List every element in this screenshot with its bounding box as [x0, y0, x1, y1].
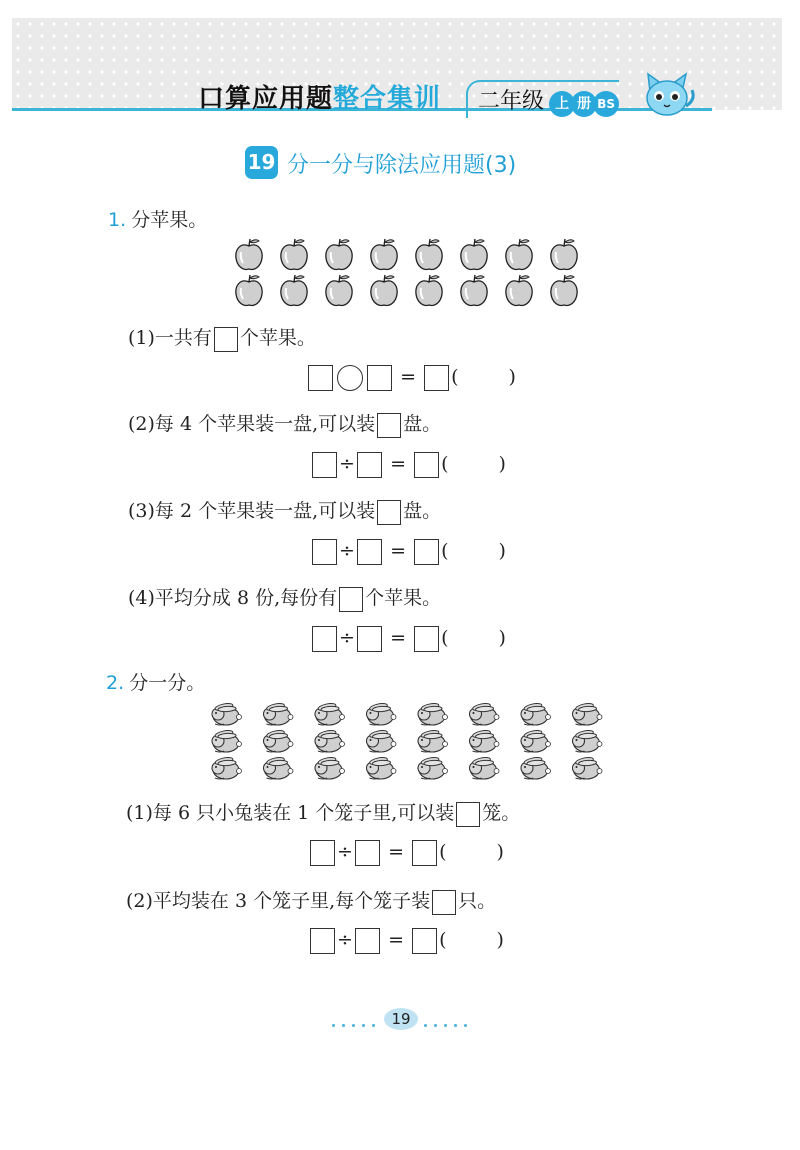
divide-sign: ÷ — [339, 627, 355, 649]
cat-mascot-icon — [640, 70, 696, 120]
apple-icon — [371, 239, 397, 269]
rabbit-icon — [521, 702, 551, 725]
q2-part-2 — [126, 886, 496, 915]
q2-part-2-suffix: 只。 — [458, 890, 497, 912]
edition-badge: BS — [593, 91, 619, 117]
answer-box[interactable] — [357, 626, 382, 652]
answer-box[interactable] — [312, 626, 337, 652]
rabbit-icon — [521, 756, 551, 779]
answer-box[interactable] — [414, 626, 439, 652]
equals-sign: = — [388, 841, 404, 863]
question-2-number: 2. — [106, 672, 125, 694]
apple-icon — [371, 275, 397, 305]
rabbit-icon — [367, 756, 397, 779]
equals-sign: = — [390, 627, 406, 649]
answer-box[interactable] — [432, 890, 456, 915]
page-dot — [352, 1024, 355, 1027]
q1-equation-2 — [310, 452, 506, 478]
page-dot — [454, 1024, 457, 1027]
apple-icon — [236, 239, 262, 269]
apple-grid — [230, 236, 590, 308]
paren-open: ( — [441, 453, 449, 475]
rabbit-grid — [208, 700, 618, 782]
paren-open: ( — [439, 841, 447, 863]
page-dot — [434, 1024, 437, 1027]
paren-open: ( — [441, 540, 449, 562]
rabbit-icon — [264, 729, 294, 752]
page-dot — [342, 1024, 345, 1027]
q1-part-2-suffix: 盘。 — [403, 413, 442, 435]
answer-box[interactable] — [424, 365, 449, 391]
rabbit-icon — [470, 729, 500, 752]
apple-icon — [236, 275, 262, 305]
page-dot — [372, 1024, 375, 1027]
answer-box[interactable] — [357, 452, 382, 478]
page-dot — [464, 1024, 467, 1027]
volume-badge-2: 册 — [571, 91, 597, 117]
apple-icon — [551, 239, 577, 269]
q1-equation-1 — [306, 365, 516, 391]
rabbit-icon — [264, 702, 294, 725]
lesson-number: 19 — [245, 146, 278, 179]
divide-sign: ÷ — [339, 540, 355, 562]
page-dot — [444, 1024, 447, 1027]
page-dot — [362, 1024, 365, 1027]
rabbit-icon — [367, 729, 397, 752]
answer-box[interactable] — [377, 413, 401, 438]
answer-box[interactable] — [308, 365, 333, 391]
q1-equation-4 — [310, 626, 506, 652]
rabbit-icon — [367, 702, 397, 725]
rabbit-icon — [573, 729, 603, 752]
rabbit-icon — [470, 702, 500, 725]
q1-part-1-text: (1)一共有 — [128, 327, 212, 349]
paren-close: ) — [498, 627, 506, 649]
q1-part-4 — [128, 583, 441, 612]
rabbit-icon — [470, 756, 500, 779]
answer-box[interactable] — [357, 539, 382, 565]
question-1-title: 分苹果。 — [131, 209, 208, 231]
apple-icon — [506, 239, 532, 269]
rabbit-icon — [573, 756, 603, 779]
book-title-plain: 口算应用题 — [198, 84, 334, 114]
apple-icon — [461, 239, 487, 269]
answer-box[interactable] — [367, 365, 392, 391]
rabbit-icon — [212, 702, 242, 725]
apple-icon — [326, 239, 352, 269]
rabbit-icon — [212, 756, 242, 779]
q1-part-2 — [128, 409, 441, 438]
divide-sign: ÷ — [339, 453, 355, 475]
rabbit-icon — [315, 702, 345, 725]
operator-circle[interactable] — [337, 365, 363, 391]
equals-sign: = — [390, 453, 406, 475]
paren-open: ( — [441, 627, 449, 649]
rabbit-icon — [418, 702, 448, 725]
question-1-heading — [108, 205, 207, 232]
paren-close: ) — [496, 841, 504, 863]
divide-sign: ÷ — [337, 929, 353, 951]
apple-icon — [506, 275, 532, 305]
rabbit-icon — [212, 729, 242, 752]
book-title — [198, 78, 441, 115]
rabbit-icon — [315, 729, 345, 752]
q1-part-4-suffix: 个苹果。 — [365, 587, 442, 609]
equals-sign: = — [390, 540, 406, 562]
answer-box[interactable] — [310, 840, 335, 866]
answer-box[interactable] — [312, 452, 337, 478]
question-1-number: 1. — [108, 209, 127, 231]
equals-sign: = — [400, 366, 416, 388]
answer-box[interactable] — [456, 802, 480, 827]
rabbit-icon — [418, 756, 448, 779]
q2-equation-2 — [308, 928, 504, 954]
answer-box[interactable] — [310, 928, 335, 954]
rabbit-icon — [573, 702, 603, 725]
paren-open: ( — [439, 929, 447, 951]
rabbit-icon — [418, 729, 448, 752]
q1-part-1 — [128, 323, 316, 352]
answer-box[interactable] — [414, 452, 439, 478]
q2-part-1-suffix: 笼。 — [482, 802, 521, 824]
question-2-heading — [106, 668, 205, 695]
apple-icon — [416, 275, 442, 305]
answer-box[interactable] — [214, 327, 238, 352]
q1-part-3-suffix: 盘。 — [403, 500, 442, 522]
q1-part-4-text: (4)平均分成 8 份,每份有 — [128, 587, 338, 609]
grade-label — [466, 80, 619, 118]
apple-icon — [461, 275, 487, 305]
page-dot — [424, 1024, 427, 1027]
apple-icon — [416, 239, 442, 269]
rabbit-icon — [315, 756, 345, 779]
page-number: 19 — [384, 1008, 418, 1030]
q1-part-2-text: (2)每 4 个苹果装一盘,可以装 — [128, 413, 376, 435]
q2-equation-1 — [308, 840, 504, 866]
rabbit-icon — [264, 756, 294, 779]
answer-box[interactable] — [377, 500, 401, 525]
page-dot — [332, 1024, 335, 1027]
lesson-title: 分一分与除法应用题(3) — [287, 153, 517, 178]
divide-sign: ÷ — [337, 841, 353, 863]
paren-close: ) — [496, 929, 504, 951]
q2-part-1 — [126, 798, 520, 827]
rabbit-icon — [521, 729, 551, 752]
paren-close: ) — [498, 453, 506, 475]
q2-part-1-text: (1)每 6 只小兔装在 1 个笼子里,可以装 — [126, 802, 455, 824]
book-title-highlight: 整合集训 — [333, 84, 442, 114]
grade-text: 二年级 — [478, 89, 545, 114]
q1-part-3 — [128, 496, 441, 525]
volume-badge-1: 上 — [549, 91, 575, 117]
apple-icon — [281, 275, 307, 305]
equals-sign: = — [388, 929, 404, 951]
paren-open: ( — [451, 366, 459, 388]
q2-part-2-text: (2)平均装在 3 个笼子里,每个笼子装 — [126, 890, 431, 912]
apple-icon — [281, 239, 307, 269]
apple-icon — [551, 275, 577, 305]
answer-box[interactable] — [355, 840, 380, 866]
q1-part-3-text: (3)每 2 个苹果装一盘,可以装 — [128, 500, 376, 522]
q1-part-1-suffix: 个苹果。 — [239, 327, 316, 349]
answer-box[interactable] — [339, 587, 363, 612]
answer-box[interactable] — [414, 539, 439, 565]
apple-icon — [326, 275, 352, 305]
paren-close: ) — [498, 540, 506, 562]
paren-close: ) — [508, 366, 516, 388]
question-2-title: 分一分。 — [129, 672, 206, 694]
answer-box[interactable] — [355, 928, 380, 954]
answer-box[interactable] — [412, 928, 437, 954]
answer-box[interactable] — [312, 539, 337, 565]
answer-box[interactable] — [412, 840, 437, 866]
q1-equation-3 — [310, 539, 506, 565]
